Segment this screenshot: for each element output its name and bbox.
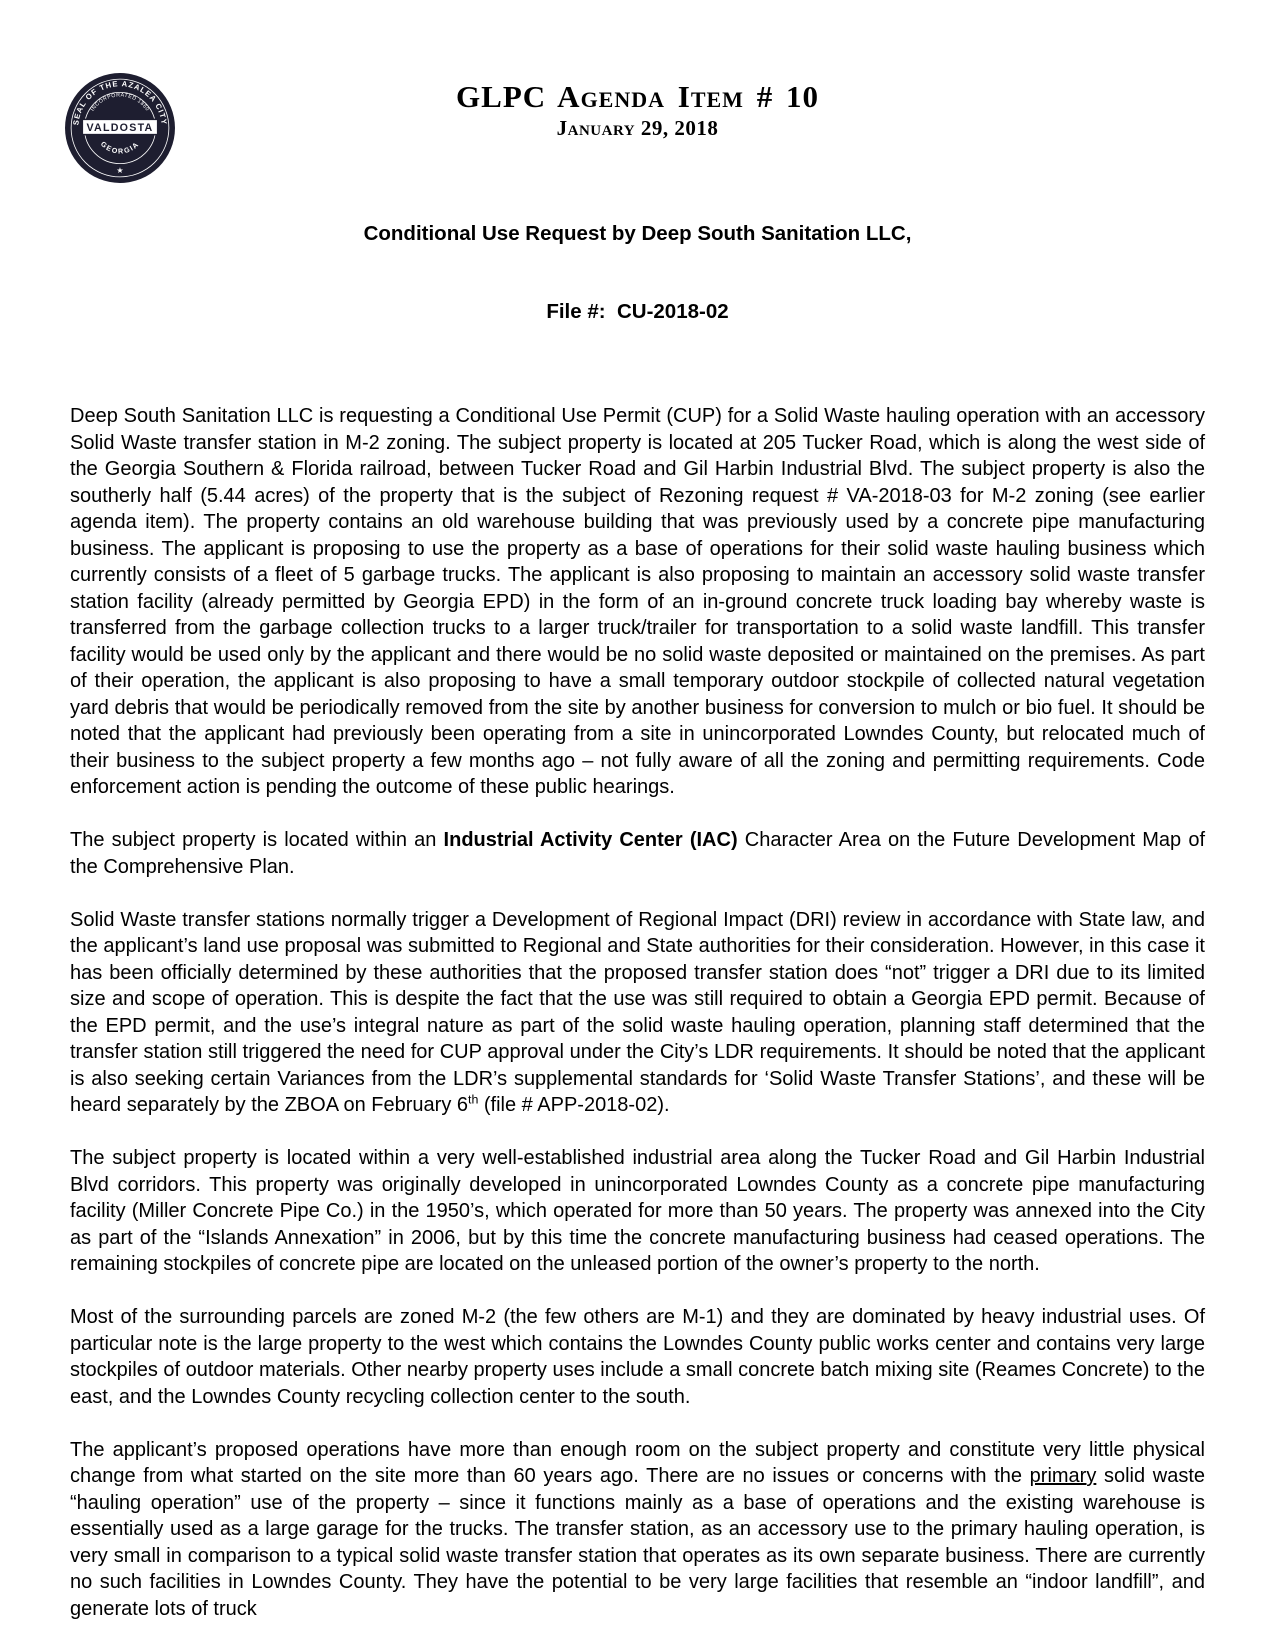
text-run: Deep South Sanitation LLC is requesting a Conditional Use Permit (CUP) for a Solid Waste hauling operation with an accessory Solid Waste transfer station in M-2 zoning. The subject property is located at 205 Tucker Road, which is along the west side of the Georgia Southern & Florida railroad, between Tucker Road and Gil Harbin Industrial Blvd. The subject property is also the southerly half (5.44 acres) of the property that is the subject of Rezoning request # VA-2018-03 for M-2 zoning (see earlier agenda item). The property contains an old warehouse building that was previously used by a concrete pipe manufacturing business. The applicant is proposing to use the property as a base of operations for their solid waste hauling business which currently consists of a fleet of 5 garbage trucks. The applicant is also proposing to maintain an accessory solid waste transfer station facility (already permitted by Georgia EPD) in the form of an in-ground concrete truck loading bay whereby waste is transferred from the garbage collection trucks to a larger truck/trailer for transportation to a solid waste landfill. This transfer facility would be used only by the applicant and there would be no solid waste deposited or maintained on the premises. As part of their operation, the applicant is also proposing to have a small temporary outdoor stockpile of collected natural vegetation yard debris that would be periodically removed from the site by another business for conversion to mulch or bio fuel. It should be noted that the applicant had previously been operating from a site in unincorporated Lowndes County, but relocated much of their business to the subject property a few months ago – not fully aware of all the zoning and permitting requirements. Code enforcement action is pending the outcome of these public hearings.	[70, 405, 1205, 799]
text-run: primary	[1029, 1465, 1097, 1488]
paragraph	[70, 1304, 1205, 1410]
seal-banner-text: VALDOSTA	[86, 122, 154, 135]
subject-line-2: File #: CU-2018-02	[546, 300, 729, 324]
text-run: solid waste “hauling operation” use of the property – since it functions mainly as a base of operations and the existing warehouse is essentially used as a large garage for the trucks. The transfer station, as an accessory use to the primary hauling operation, is very small in comparison to a typical solid waste transfer station that operates as its own separate business. There are currently no such facilities in Lowndes County. They have the potential to be very large facilities that resemble an “indoor landfill”, and generate lots of truck	[70, 1465, 1205, 1620]
paragraph	[70, 907, 1205, 1119]
seal-georgia-text: GEORGIA	[98, 140, 142, 156]
subject-line-1: Conditional Use Request by Deep South Sanitation LLC,	[363, 222, 912, 246]
text-run: Character Area on the Future Development Map of the Comprehensive Plan.	[70, 829, 1206, 878]
paragraph	[70, 403, 1205, 801]
paragraph	[70, 1437, 1205, 1623]
text-run: Solid Waste transfer stations normally trigger a Development of Regional Impact (DRI) review in accordance with State law, and the applicant’s land use proposal was submitted to Regional and State authorities for their consideration. However, in this case it has been officially determined by these authorities that the proposed transfer station does “not” trigger a DRI due to its limited size and scope of operation. This is despite the fact that the use was still required to obtain a Georgia EPD permit. Because of the EPD permit, and the use’s integral nature as part of the solid waste hauling operation, planning staff determined that the transfer station still triggered the need for CUP approval under the City’s LDR requirements. It should be noted that the applicant is also seeking certain Variances from the LDR’s supplemental standards for ‘Solid Waste Transfer Stations’, and these will be heard separately by the ZBOA on February 6	[70, 908, 1205, 1117]
page-title: GLPC Agenda Item # 10	[456, 79, 819, 114]
paragraph	[70, 827, 1205, 880]
valdosta-city-seal	[64, 72, 176, 184]
seal-incorporated-text: INCORPORATED 1860	[89, 92, 151, 113]
paragraph	[70, 1145, 1205, 1278]
text-run: th	[468, 1092, 479, 1107]
subject-block	[70, 169, 1205, 377]
text-run: The subject property is located within a very well-established industrial area along the Tucker Road and Gil Harbin Industrial Blvd corridors. This property was originally developed in unincorporated Lowndes County as a concrete pipe manufacturing facility (Miller Concrete Pipe Co.) in the 1950’s, which operated for more than 50 years. The property was annexed into the City as part of the “Islands Annexation” in 2006, but by this time the concrete manufacturing business had ceased operations. The remaining stockpiles of concrete pipe are located on the unleased portion of the owner’s property to the north.	[70, 1147, 1205, 1276]
document-body	[70, 403, 1205, 1622]
seal-star-icon: ★	[116, 165, 124, 175]
text-run: (file # APP-2018-02).	[478, 1094, 670, 1117]
text-run: Most of the surrounding parcels are zoned M-2 (the few others are M-1) and they are dominated by heavy industrial uses. Of particular note is the large property to the west which contains the Lowndes County public works center and contains very large stockpiles of outdoor materials. Other nearby property uses include a small concrete batch mixing site (Reames Concrete) to the east, and the Lowndes County recycling collection center to the south.	[70, 1306, 1205, 1408]
agenda-date: January 29, 2018	[556, 116, 719, 141]
text-run: The applicant’s proposed operations have more than enough room on the subject property and constitute very little physical change from what started on the site more than 60 years ago. There are no issues or concerns with the	[70, 1438, 1205, 1488]
seal-ring-top-text: SEAL OF THE AZALEA CITY	[71, 79, 169, 126]
document-header	[70, 70, 1205, 377]
text-run: The subject property is located within an	[70, 829, 444, 852]
text-run: Industrial Activity Center (IAC)	[443, 829, 738, 852]
